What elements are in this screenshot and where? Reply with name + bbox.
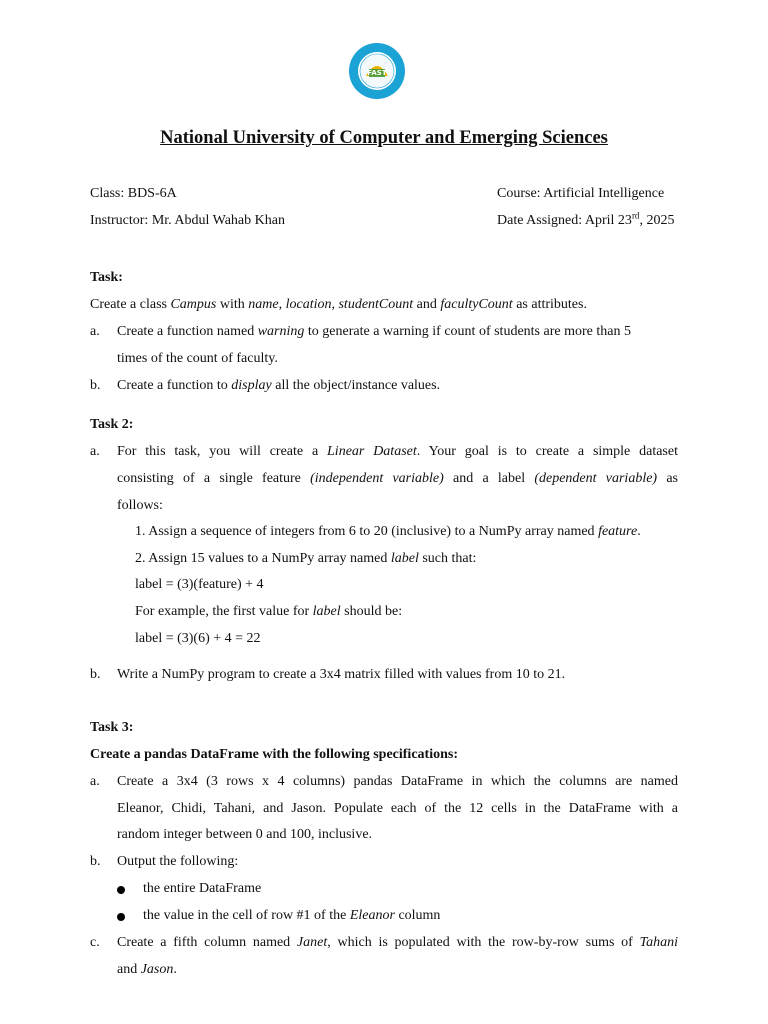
task3-heading: Task 3:: [90, 720, 134, 735]
task3-subheading: Create a pandas DataFrame with the following specifications:: [90, 747, 458, 762]
task2-step1: 1. Assign a sequence of integers from 6 to 20 (inclusive) to a NumPy array named feature.: [135, 524, 641, 539]
bullet-icon: [117, 886, 125, 894]
class-info: Class: BDS-6A: [90, 186, 177, 201]
task2-item-a-line3: follows:: [117, 498, 163, 513]
task3-bullet1: the entire DataFrame: [143, 881, 262, 896]
bullet-icon: [117, 913, 125, 921]
task3-bullet2: the value in the cell of row #1 of the Eleanor column: [143, 908, 441, 923]
task3-item-a-line3: random integer between 0 and 100, inclusive.: [117, 827, 373, 842]
task1-item-a-cont: times of the count of faculty.: [117, 351, 278, 366]
task2-example-formula: label = (3)(6) + 4 = 22: [135, 631, 261, 646]
instructor-info: Instructor: Mr. Abdul Wahab Khan: [90, 213, 285, 228]
task2-step2: 2. Assign 15 values to a NumPy array named label such that:: [135, 551, 477, 566]
date-assigned: Date Assigned: April 23rd, 2025: [497, 210, 675, 228]
page-title: National University of Computer and Emerging Sciences: [160, 128, 608, 148]
task3-item-c-line2: and Jason.: [117, 962, 177, 977]
task1-heading: Task:: [90, 270, 123, 285]
task2-example: For example, the first value for label should be:: [135, 604, 403, 619]
logo-text: FAST: [367, 69, 387, 77]
task2-formula: label = (3)(feature) + 4: [135, 577, 264, 592]
task2-heading: Task 2:: [90, 417, 134, 432]
course-info: Course: Artificial Intelligence: [497, 186, 665, 201]
university-logo: [348, 42, 406, 100]
task1-intro: Create a class Campus with name, location, studentCount and facultyCount as attributes.: [90, 297, 587, 312]
